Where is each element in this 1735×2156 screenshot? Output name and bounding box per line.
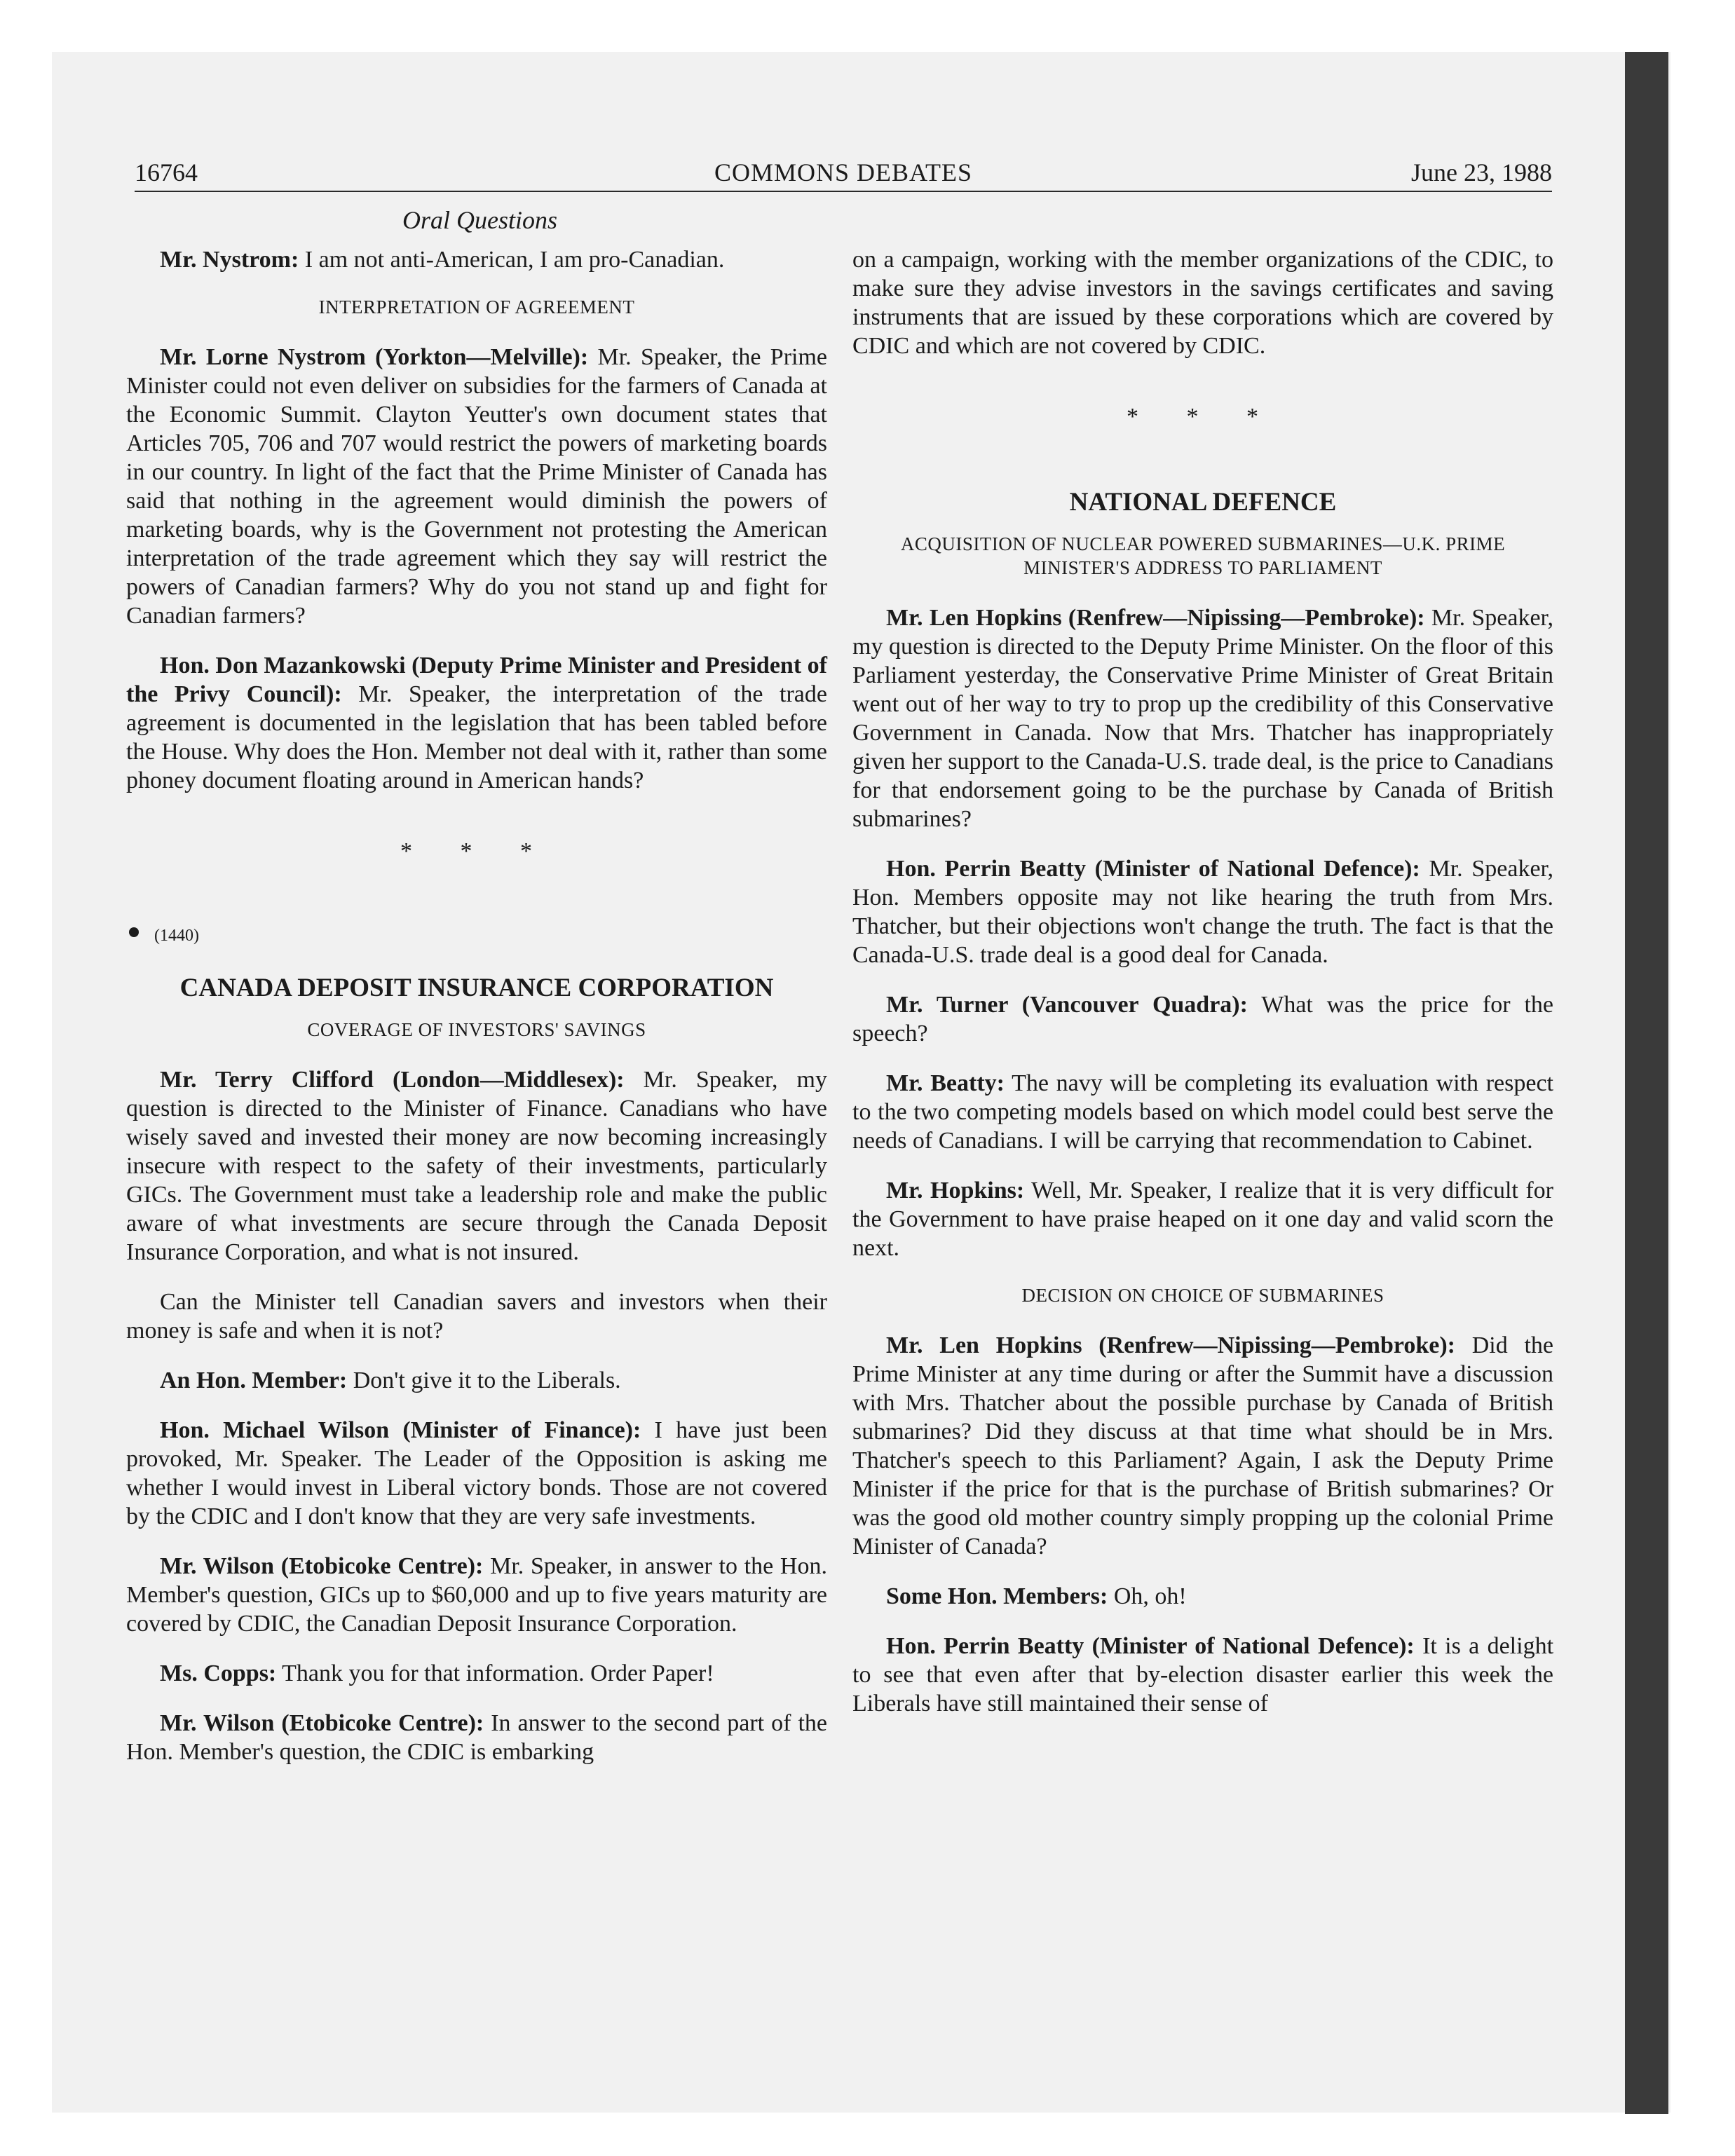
speech-text: The navy will be completing its evaluation with respect to the two competing models based on which model could best serve the needs of Canadians. I will be carrying that recommendation to Cabinet. [852, 1070, 1553, 1154]
speech-text: Mr. Speaker, the Prime Minister could not even deliver on subsidies for the farmers of Canada at the Economic Summit. Clayton Yeutter's own document states that Articles 705, 706 and 707 would restrict the powers of marketing boards in our country. In light of the fact that the Prime Minister of Canada has said that nothing in the agreement would diminish the powers of marketing boards, why is the Government not protesting the American interpretation of the trade agreement which they say will restrict the powers of Canadian farmers? Why do you not stand up and fight for Canadian farmers? [126, 344, 827, 629]
speech-text: I have just been provoked, Mr. Speaker. The Leader of the Opposition is asking me whether I would invest in Liberal victory bonds. Those are not covered by the CDIC and I don't know that they are very safe investments. [126, 1417, 827, 1529]
paragraph [126, 245, 827, 274]
paragraph [126, 1659, 827, 1688]
paragraph [852, 854, 1553, 969]
major-heading: CANADA DEPOSIT INSURANCE CORPORATION [179, 974, 774, 1002]
speaker-name: Mr. Wilson (Etobicoke Centre): [160, 1710, 484, 1736]
speaker-name: Mr. Len Hopkins (Renfrew—Nipissing—Pembroke): [886, 1332, 1455, 1358]
timestamp-text: (1440) [154, 927, 199, 945]
speaker-name: Hon. Michael Wilson (Minister of Finance): [160, 1417, 641, 1443]
paragraph [126, 1288, 827, 1345]
speech-text: Mr. Speaker, my question is directed to the Minister of Finance. Canadians who have wisely saved and invested their money are now becoming increasingly insecure with respect to the safety of their investments, particularly GICs. The Government must take a leadership role and make the public aware of what investments are secure through the Canada Deposit Insurance Corporation, and what is not insured. [126, 1067, 827, 1265]
subheading: DECISION ON CHOICE OF SUBMARINES [1021, 1285, 1384, 1306]
speech-text: Well, Mr. Speaker, I realize that it is very difficult for the Government to have praise heaped on it one day and valid scorn the next. [852, 1178, 1553, 1261]
speaker-name: Hon. Perrin Beatty (Minister of National Defence): [886, 1633, 1415, 1659]
speech-text: Thank you for that information. Order Paper! [276, 1660, 714, 1686]
speech-text: Mr. Speaker, the interpretation of the trade agreement is documented in the legislation that has been tabled before the House. Why does the Hon. Member not deal with it, rather than some phoney document floating around in American hands? [126, 681, 827, 793]
subheading: ACQUISITION OF NUCLEAR POWERED SUBMARINES—U.K. PRIME MINISTER'S ADDRESS TO PARLIAMENT [900, 533, 1506, 578]
speech-text: Mr. Speaker, my question is directed to the Deputy Prime Minister. On the floor of this Parliament yesterday, the Conservative Prime Minister of Great Britain went out of her way to try to prop up the credibility of this Conservative Government in Canada. Now that Mrs. Thatcher has inappropriately given her support to the Canada-U.S. trade deal, is the price to Canadians for that endorsement going to be the purchase by Canada of British submarines? [852, 605, 1553, 832]
speech-text: I am not anti-American, I am pro-Canadian. [299, 247, 725, 273]
speech-text: It is a delight to see that even after that by-election disaster earlier this week the Liberals have still maintained their sense of [852, 1633, 1554, 1717]
paragraph [126, 1552, 827, 1638]
speaker-name: Ms. Copps: [160, 1660, 277, 1686]
subheading: INTERPRETATION OF AGREEMENT [318, 296, 635, 318]
speaker-name: Hon. Don Mazankowski (Deputy Prime Minister and President of the Privy Council): [126, 653, 827, 707]
paragraph [852, 603, 1553, 833]
paragraph [852, 990, 1553, 1048]
scan-edge-bar [1625, 52, 1668, 2114]
paragraph [126, 1065, 827, 1267]
paragraph [852, 1582, 1553, 1611]
timestamp-marker [126, 922, 827, 950]
page-date: June 23, 1988 [1411, 158, 1552, 186]
page-number: 16764 [135, 158, 198, 186]
speech-text: Mr. Speaker, in answer to the Hon. Member's question, GICs up to $60,000 and up to five years maturity are covered by CDIC, the Canadian Deposit Insurance Corporation. [126, 1553, 827, 1637]
speech-text: Oh, oh! [1108, 1583, 1187, 1609]
speaker-name: Mr. Lorne Nystrom (Yorkton—Melville): [160, 344, 589, 370]
section-divider: * * * [400, 838, 553, 864]
speech-text: Mr. Speaker, Hon. Members opposite may not like hearing the truth from Mrs. Thatcher, but their objections won't change the truth. The fact is that the Canada-U.S. trade deal is a good deal for Canada. [852, 856, 1553, 968]
speaker-name: Mr. Beatty: [886, 1070, 1005, 1096]
speaker-name: Mr. Nystrom: [160, 247, 299, 273]
speaker-name: Hon. Perrin Beatty (Minister of National Defence): [886, 856, 1420, 882]
speaker-name: Some Hon. Members: [886, 1583, 1108, 1609]
paragraph [852, 1331, 1553, 1561]
speaker-name: Mr. Wilson (Etobicoke Centre): [160, 1553, 484, 1579]
paragraph [126, 1366, 827, 1395]
speaker-name: An Hon. Member: [160, 1367, 348, 1393]
paragraph [126, 1416, 827, 1531]
paragraph [852, 1632, 1553, 1718]
speech-text: Don't give it to the Liberals. [347, 1367, 621, 1393]
speech-text: on a campaign, working with the member organizations of the CDIC, to make sure they advise investors in the savings certificates and saving instruments that are issued by these corporations which are covered by CDIC and which are not covered by CDIC. [852, 247, 1553, 359]
subheading: COVERAGE OF INVESTORS' SAVINGS [307, 1019, 646, 1040]
speech-text: What was the price for the speech? [852, 992, 1553, 1046]
paragraph [852, 245, 1553, 360]
section-divider: * * * [1127, 404, 1279, 430]
left-column [126, 245, 827, 1787]
section-label: Oral Questions [402, 206, 557, 234]
speaker-name: Mr. Hopkins: [886, 1178, 1025, 1203]
bullet-icon [129, 927, 139, 937]
paragraph [126, 651, 827, 795]
paragraph [852, 1176, 1553, 1262]
major-heading: NATIONAL DEFENCE [1069, 488, 1337, 517]
paragraph [126, 1709, 827, 1766]
speaker-name: Mr. Turner (Vancouver Quadra): [886, 992, 1248, 1018]
publication-title: COMMONS DEBATES [714, 158, 973, 186]
paragraph [126, 343, 827, 630]
speaker-name: Mr. Terry Clifford (London—Middlesex): [160, 1067, 625, 1093]
paragraph [852, 1069, 1553, 1155]
speech-text: Did the Prime Minister at any time during or after the Summit have a discussion with Mrs. Thatcher about the possible purchase by Canada of British submarines? Did they discuss at that time what should be in Mrs. Thatcher's speech to this Parliament? Again, I ask the Deputy Prime Minister if the price for that is the purchase of British submarines? Or was the good old mother country simply propping up the colonial Prime Minister of Canada? [852, 1332, 1553, 1560]
speaker-name: Mr. Len Hopkins (Renfrew—Nipissing—Pembroke): [886, 605, 1425, 631]
speech-text: Can the Minister tell Canadian savers and investors when their money is safe and when it is not? [126, 1289, 827, 1344]
right-column [852, 245, 1553, 1739]
page-header [135, 156, 1552, 192]
speech-text: In answer to the second part of the Hon. Member's question, the CDIC is embarking [126, 1710, 827, 1765]
